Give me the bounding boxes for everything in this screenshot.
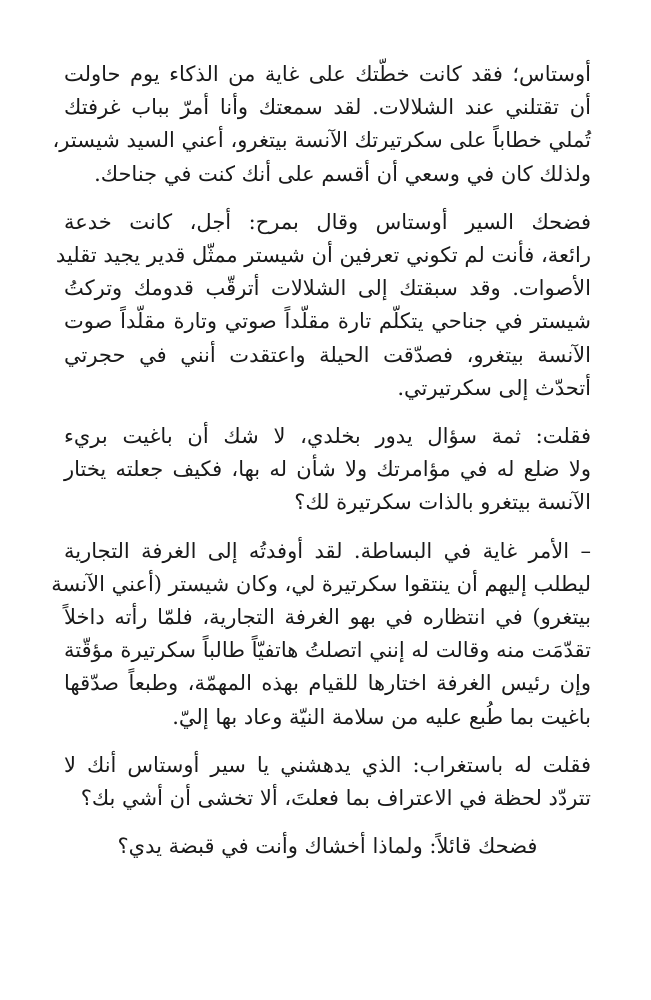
text-line: الآنسة بيتغرو، فصدّقت الحيلة واعتقدت أنني في حجرتي — [64, 342, 591, 367]
text-line: تقدّمَت منه وقالت له إنني اتصلتُ هاتفيّاً طالباً سكرتيرة مؤقّتة — [64, 638, 591, 663]
paragraph-1 — [52, 58, 591, 191]
text-line: – الأمر غاية في البساطة. لقد أوفدتُه إلى الغرفة التجارية — [64, 538, 591, 563]
paragraph-6 — [64, 830, 591, 863]
text-line: رائعة، فأنت لم تكوني تعرفين أن شيستر ممثّل قدير يجيد تقليد — [55, 243, 591, 268]
text-line: فقلت له باستغراب: الذي يدهشني يا سير أوستاس أنك لا — [64, 752, 591, 777]
text-line: أتحدّث إلى سكرتيرتي. — [397, 375, 591, 400]
text-line: ولا ضلع له في مؤامرتك ولا شأن له بها، فكيف جعلته يختار — [64, 457, 591, 482]
text-line: ليطلب إليهم أن ينتقوا سكرتيرة لي، وكان شيستر (أعني الآنسة — [51, 571, 591, 596]
text-line: أوستاس؛ فقد كانت خطّتك على غاية من الذكاء يوم حاولت — [64, 62, 591, 86]
text-line: أن تقتلني عند الشلالات. لقد سمعتك وأنا أمرّ بباب غرفتك — [64, 95, 591, 120]
paragraph-5 — [64, 749, 591, 815]
paragraph-3 — [64, 420, 591, 520]
text-line: تتردّد لحظة في الاعتراف بما فعلتَ، ألا تخشى أن أشي بك؟ — [80, 786, 591, 811]
text-line: الأصوات. وقد سبقتك إلى الشلالات أترقّب قدومك وتركتُ — [64, 276, 591, 301]
text-line: فضحك السير أوستاس وقال بمرح: أجل، كانت خدعة — [64, 209, 591, 234]
text-line: فضحك قائلاً: ولماذا أخشاك وأنت في قبضة يدي؟ — [117, 834, 538, 859]
paragraph-4 — [51, 535, 591, 734]
book-page — [51, 58, 591, 878]
paragraph-2 — [55, 206, 591, 405]
text-line: الآنسة بيتغرو بالذات سكرتيرة لك؟ — [294, 490, 591, 515]
text-line: باغيت بما طُبع عليه من سلامة النيّة وعاد بها إليّ. — [172, 704, 591, 729]
text-line: تُملي خطاباً على سكرتيرتك الآنسة بيتغرو، أعني السيد شيستر، — [52, 128, 591, 153]
text-line: فقلت: ثمة سؤال يدور بخلدي، لا شك أن باغيت بريء — [64, 424, 591, 449]
text-line: شيستر في جناحي يتكلّم تارة مقلّداً صوتي وتارة مقلّداً صوت — [64, 309, 591, 334]
text-line: وإن رئيس الغرفة اختارها للقيام بهذه المهمّة، وطبعاً صدّقها — [64, 671, 591, 696]
text-line: ولذلك كان في وسعي أن أقسم على أنك كنت في جناحك. — [94, 161, 591, 186]
text-line: بيتغرو) في انتظاره في بهو الغرفة التجارية، فلمّا رأته داخلاً — [64, 605, 591, 630]
